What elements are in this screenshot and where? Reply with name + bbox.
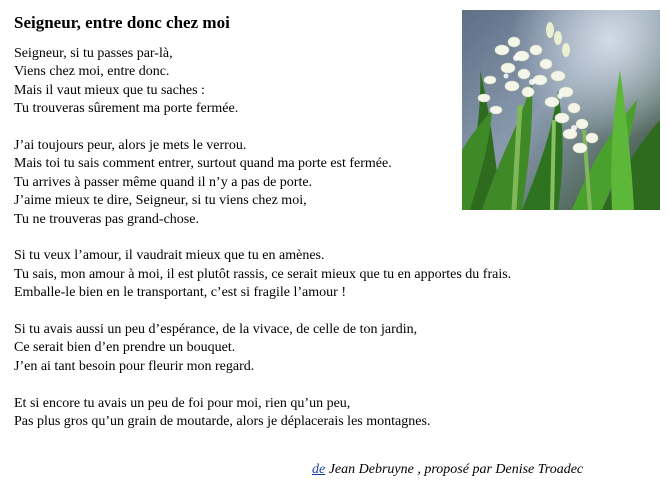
poem-line: J’aime mieux te dire, Seigneur, si tu viens chez moi, bbox=[14, 193, 307, 209]
poem-line: Et si encore tu avais un peu de foi pour moi, rien qu’un peu, bbox=[14, 395, 351, 411]
poem-stanza bbox=[14, 321, 614, 376]
poem-line: J’ai toujours peur, alors je mets le verrou. bbox=[14, 138, 247, 154]
poem-line: J’en ai tant besoin pour fleurir mon regard. bbox=[14, 358, 255, 374]
credit-line bbox=[312, 461, 583, 479]
poem-line: Ce serait bien d’en prendre un bouquet. bbox=[14, 340, 236, 356]
poem-title: Seigneur, entre donc chez moi bbox=[14, 13, 230, 32]
poem-line: Mais toi tu sais comment entrer, surtout quand ma porte est fermée. bbox=[14, 156, 392, 172]
poem-line: Tu arrives à passer même quand il n’y a pas de porte. bbox=[14, 174, 313, 190]
poem-stanza bbox=[14, 395, 614, 432]
poem-line: Si tu avais aussi un peu d’espérance, de la vivace, de celle de ton jardin, bbox=[14, 322, 418, 338]
poem-line: Si tu veux l’amour, il vaudrait mieux que tu en amènes. bbox=[14, 248, 325, 264]
poem-line: Viens chez moi, entre donc. bbox=[14, 64, 170, 80]
poem-line: Tu sais, mon amour à moi, il est plutôt rassis, ce serait mieux que tu en apportes du frais. bbox=[14, 266, 512, 282]
credit-author: Jean Debruyne , proposé par Denise Troadec bbox=[325, 462, 584, 477]
poem-line: Seigneur, si tu passes par-là, bbox=[14, 46, 173, 61]
poem-line: Tu ne trouveras pas grand-chose. bbox=[14, 211, 199, 227]
poem-line: Mais il vaut mieux que tu saches : bbox=[14, 82, 205, 98]
poem-stanza bbox=[14, 247, 614, 302]
credit-link[interactable]: de bbox=[312, 462, 326, 477]
poem-line: Tu trouveras sûrement ma porte fermée. bbox=[14, 101, 239, 117]
poem-line: Emballe-le bien en le transportant, c’est si fragile l’amour ! bbox=[14, 285, 346, 301]
hyacinth-photo bbox=[462, 10, 660, 210]
poem-line: Pas plus gros qu’un grain de moutarde, alors je déplacerais les montagnes. bbox=[14, 414, 431, 430]
